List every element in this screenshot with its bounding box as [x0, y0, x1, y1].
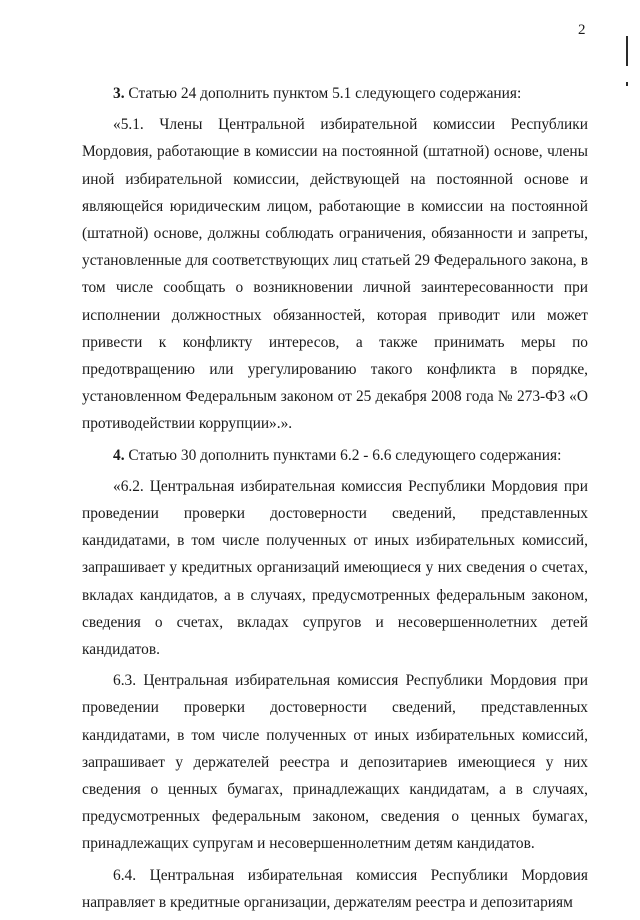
paragraph-text: Статью 30 дополнить пунктами 6.2 - 6.6 следующего содержания: — [128, 446, 562, 464]
scan-mark — [626, 36, 628, 66]
paragraph-article-30 — [82, 442, 588, 469]
paragraph-text: Статью 24 дополнить пунктом 5.1 следующего содержания: — [128, 85, 522, 102]
paragraph-point-6-4: 6.4. Центральная избирательная комиссия Республики Мордовия направляет в кредитные организации, держателям реестра и депозитариям — [82, 866, 588, 911]
document-body — [82, 80, 588, 920]
page-number: 2 — [578, 22, 586, 38]
paragraph-article-24 — [82, 80, 588, 107]
item-number: 4. — [113, 446, 125, 464]
paragraph-point-5-1: «5.1. Члены Центральной избирательной комиссии Республики Мордовия, работающие в комиссии на постоянной (штатной) основе, члены иной избирательной комиссии, действующей на постоянной основе и являющейся юридическим лицом, работающие в комиссии на постоянной (штатной) основе, должны соблюдать ограничения, обязанности и запреты, установленные для соответствующих лиц статьей 29 Федерального закона, в том числе сообщать о возникновении личной заинтересованности при исполнении должностных обязанностей, которая приводит или может привести к конфликту интересов, а также принимать меры по предотвращению или урегулированию такого конфликта в порядке, установленном Федеральным законом от 25 декабря 2008 года № 273-ФЗ «О противодействии коррупции».». — [82, 116, 588, 433]
item-number: 3. — [113, 85, 125, 102]
paragraph-point-6-3: 6.3. Центральная избирательная комиссия Республики Мордовия при проведении проверки достоверности сведений, представленных кандидатами, в том числе полученных от иных избирательных комиссий, запрашивает у держателей реестра и депозитариев имеющиеся у них сведения о ценных бумагах, принадлежащих кандидатам, а в случаях, предусмотренных федеральным законом, сведения о ценных бумагах, принадлежащих супругам и несовершеннолетним детям кандидатов. — [82, 672, 588, 853]
scan-mark — [626, 82, 628, 86]
paragraph-point-6-2: «6.2. Центральная избирательная комиссия Республики Мордовия при проведении проверки достоверности сведений, представленных кандидатами, в том числе полученных от иных избирательных комиссий, запрашивает у кредитных организаций имеющиеся у них сведения о счетах, вкладах кандидатов, а в случаях, предусмотренных федеральным законом, сведения о счетах, вкладах супругов и несовершеннолетних детей кандидатов. — [82, 477, 588, 659]
